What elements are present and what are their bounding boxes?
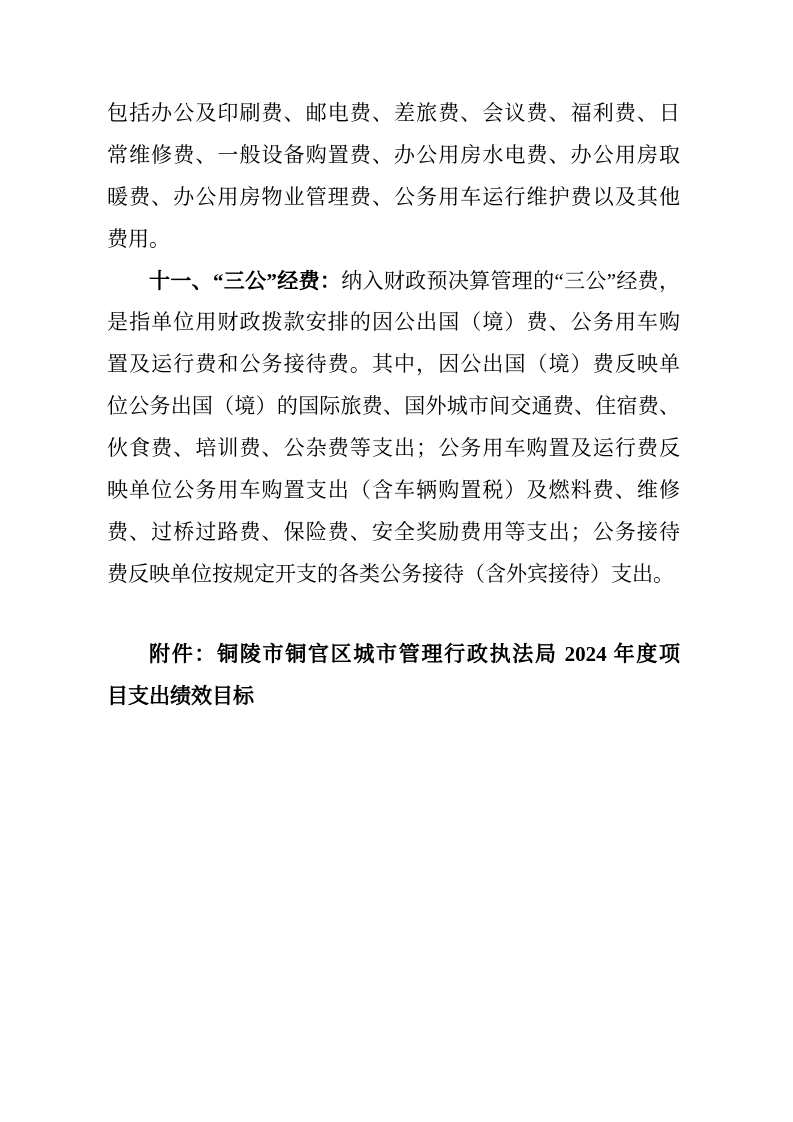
text-line: 目支出绩效目标	[107, 683, 254, 708]
text-line: 位公务出国（境）的国际旅费、国外城市间交通费、住宿费、	[107, 394, 680, 419]
text-line: 暖费、办公用房物业管理费、公务用车运行维护费以及其他	[107, 184, 680, 209]
text-line: 费反映单位按规定开支的各类公务接待（含外宾接待）支出。	[107, 561, 674, 586]
document-body	[107, 93, 680, 717]
paragraph-attachment	[107, 634, 680, 718]
text-line: 是指单位用财政拨款安排的因公出国（境）费、公务用车购	[107, 310, 680, 335]
paragraph-three-public-funds	[107, 261, 680, 596]
term-heading-sangong: 十一、“三公”经费：	[149, 268, 342, 293]
text-line: 包括办公及印刷费、邮电费、差旅费、会议费、福利费、日	[107, 101, 680, 125]
text-run: 纳入财政预决算管理的“三公”经费，	[341, 268, 680, 293]
text-line: 费用。	[107, 226, 170, 251]
text-line: 附件：铜陵市铜官区城市管理行政执法局 2024 年度项	[149, 641, 680, 666]
text-line: 常维修费、一般设备购置费、办公用房水电费、办公用房取	[107, 142, 680, 167]
text-line: 置及运行费和公务接待费。其中，因公出国（境）费反映单	[107, 352, 680, 377]
text-line	[107, 261, 680, 303]
text-line: 伙食费、培训费、公杂费等支出；公务用车购置及运行费反	[107, 436, 680, 461]
paragraph-expenses-continuation	[107, 93, 680, 261]
text-line: 映单位公务用车购置支出（含车辆购置税）及燃料费、维修	[107, 478, 680, 503]
text-line: 费、过桥过路费、保险费、安全奖励费用等支出；公务接待	[107, 519, 680, 544]
